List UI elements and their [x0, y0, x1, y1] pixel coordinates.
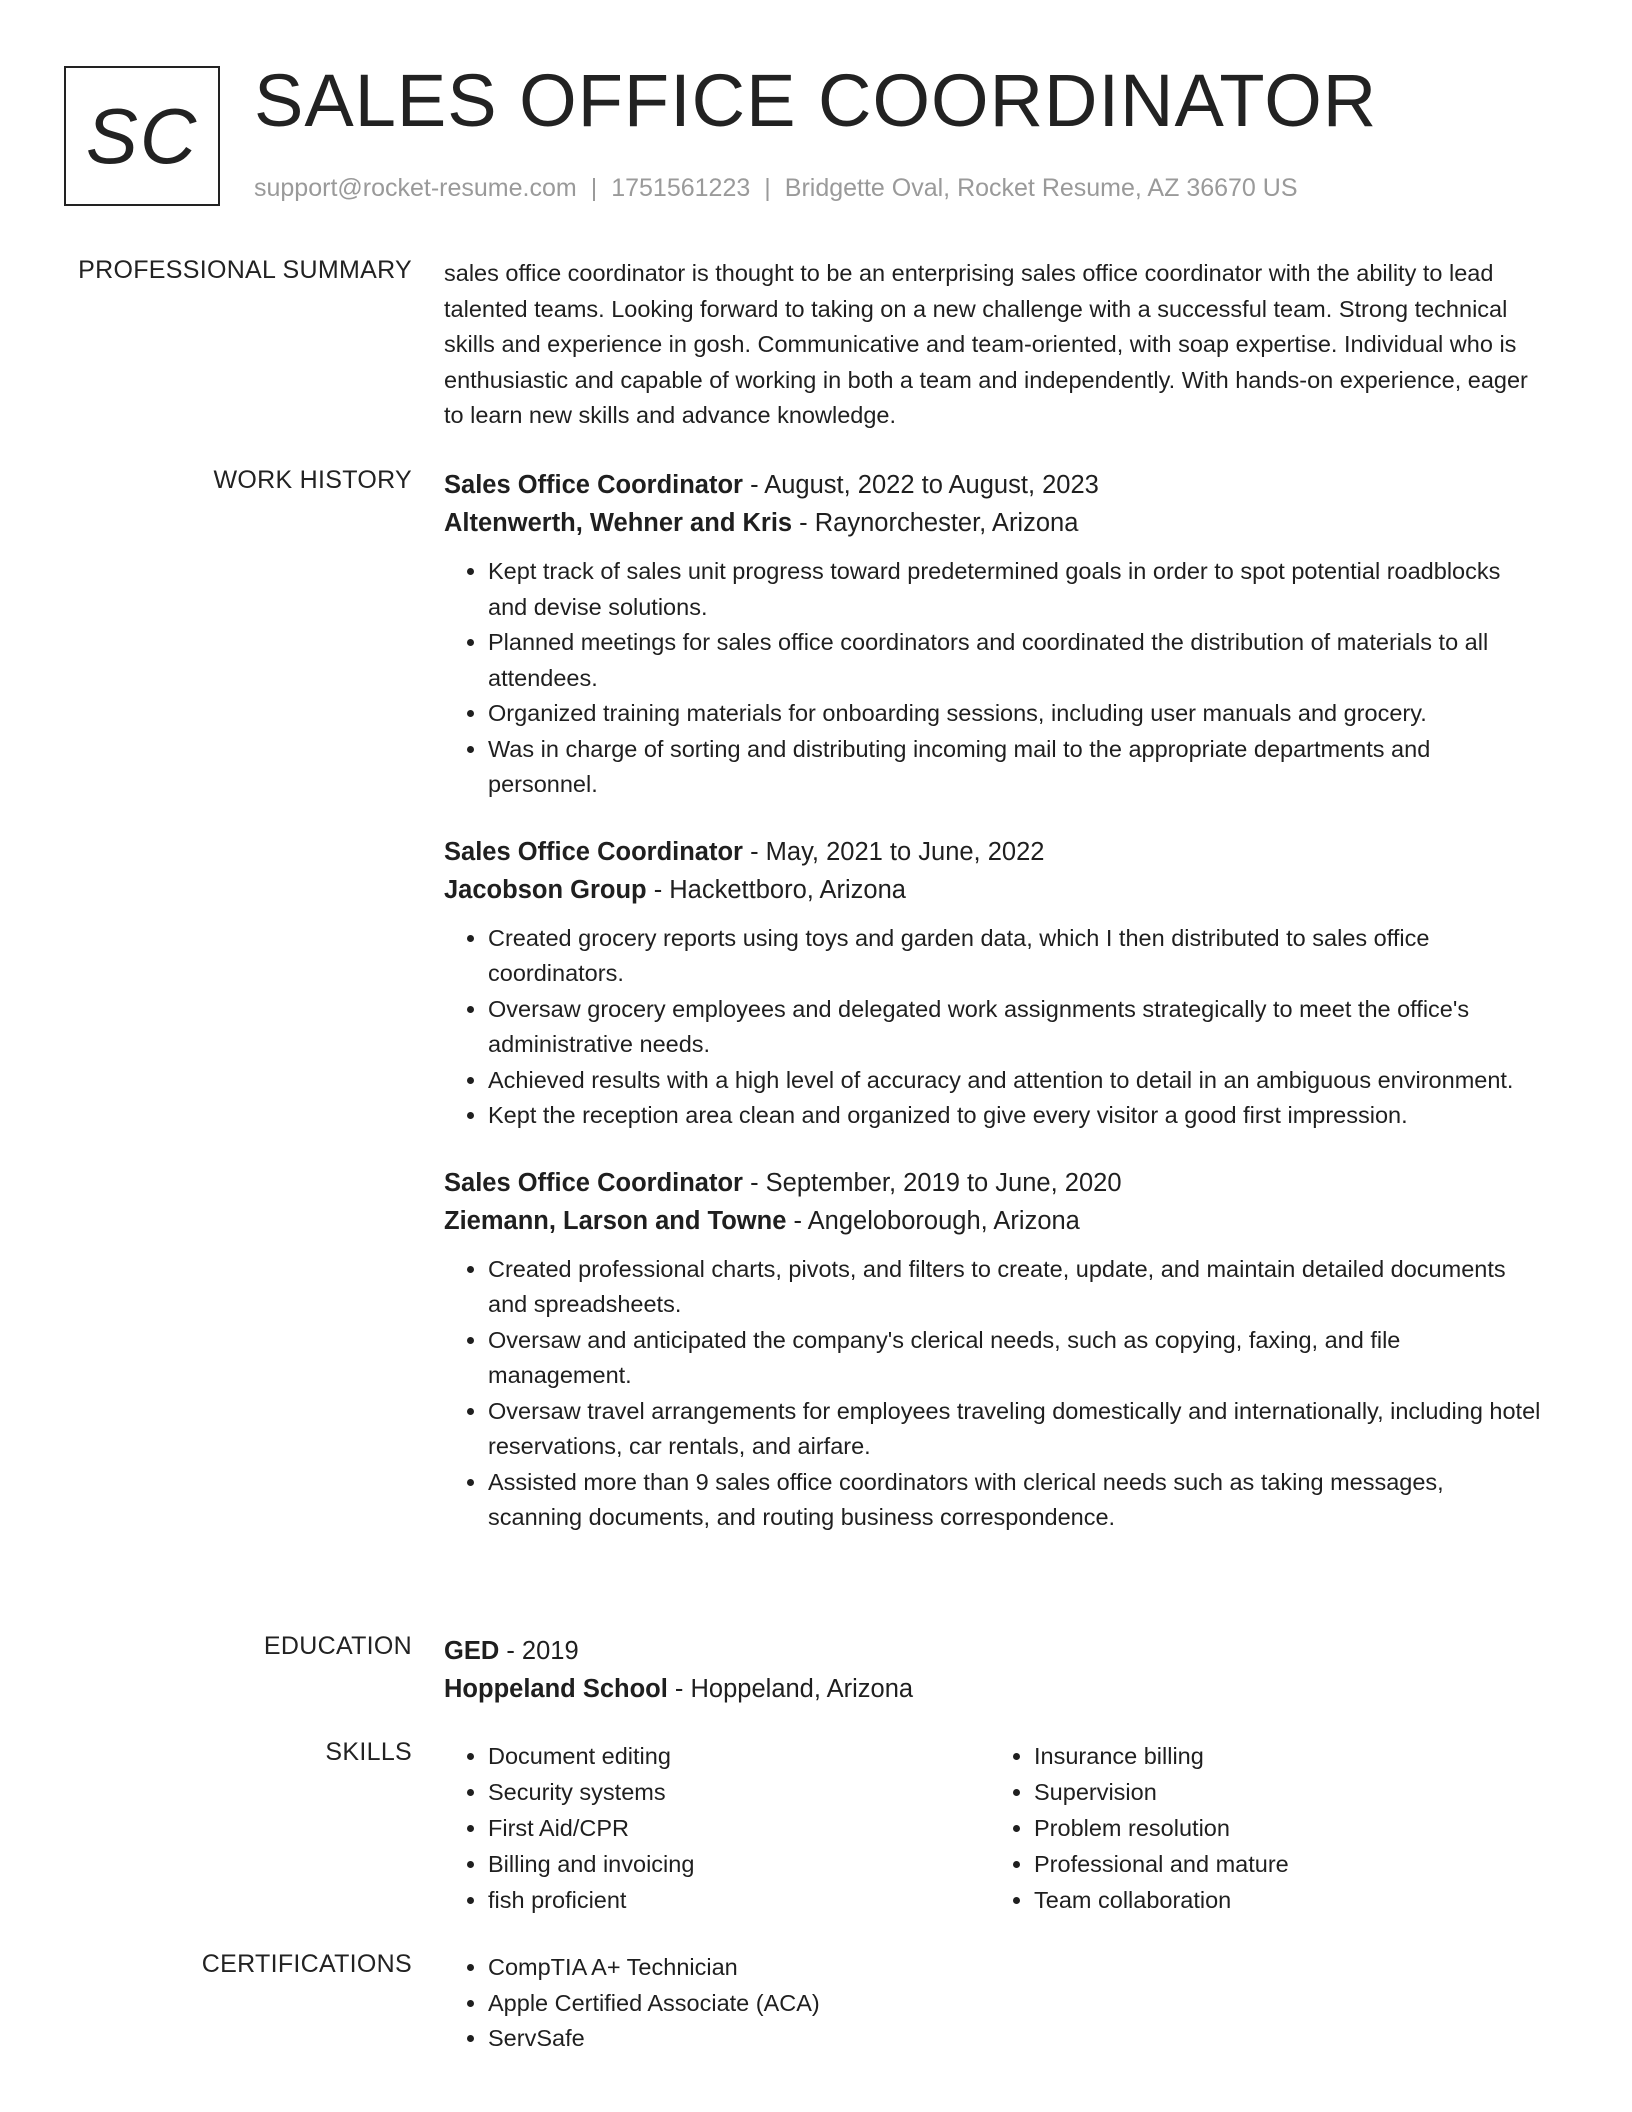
- certifications-body: [444, 1950, 1544, 2057]
- job-bullet: • Organized training materials for onboarding sessions, including user manuals and grocery.: [488, 696, 1544, 732]
- contact-email: support@rocket-resume.com: [254, 174, 577, 202]
- contact-line: [254, 174, 1298, 203]
- job-bullet: • Kept track of sales unit progress toward predetermined goals in order to spot potential roadblocks and devise solutions.: [488, 554, 1544, 625]
- certifications-list: [444, 1950, 1544, 2057]
- education-location: - Hoppeland, Arizona: [667, 1675, 914, 1703]
- skill-item: • First Aid/CPR: [488, 1810, 990, 1846]
- job-company-line: [444, 504, 1544, 542]
- skills-column-left: [444, 1738, 990, 1918]
- job-title-line: [444, 833, 1544, 871]
- contact-phone: 1751561223: [611, 174, 751, 202]
- skill-item: • Supervision: [1034, 1774, 1536, 1810]
- section-label-work: WORK HISTORY: [213, 466, 412, 494]
- education-degree-line: [444, 1632, 1544, 1670]
- job-location: - Angeloborough, Arizona: [786, 1206, 1080, 1235]
- job-bullet: • Achieved results with a high level of accuracy and attention to detail in an ambiguous environment.: [488, 1063, 1544, 1099]
- job-dates: - August, 2022 to August, 2023: [742, 471, 1099, 499]
- certification-item: • Apple Certified Associate (ACA): [488, 1986, 1544, 2022]
- certification-item: • ServSafe: [488, 2021, 1544, 2057]
- job-title: Sales Office Coordinator: [444, 837, 743, 866]
- job-bullet: • Assisted more than 9 sales office coordinators with clerical needs such as taking messages, scanning documents, and routing business correspondence.: [488, 1465, 1544, 1536]
- job-bullet: • Kept the reception area clean and organized to give every visitor a good first impression.: [488, 1098, 1544, 1134]
- job-title: Sales Office Coordinator: [444, 471, 743, 499]
- work-body: [444, 466, 1544, 1536]
- section-label-certifications: CERTIFICATIONS: [201, 1950, 412, 1978]
- job-title-line: [444, 466, 1544, 504]
- job-bullets: [444, 921, 1544, 1134]
- section-label-education: EDUCATION: [263, 1632, 412, 1660]
- monogram-initials: SC: [85, 91, 199, 180]
- job-title: Sales Office Coordinator: [444, 1168, 743, 1197]
- job-bullets: [444, 554, 1544, 803]
- job-bullet: • Created professional charts, pivots, and filters to create, update, and maintain detailed documents and spreadsheets.: [488, 1252, 1544, 1323]
- education-school-line: [444, 1670, 1544, 1708]
- monogram-box: [64, 66, 220, 206]
- job-company-line: [444, 1202, 1544, 1240]
- job-bullet: • Planned meetings for sales office coordinators and coordinated the distribution of materials to all attendees.: [488, 625, 1544, 696]
- skill-item: • Insurance billing: [1034, 1738, 1536, 1774]
- skill-item: • Professional and mature: [1034, 1846, 1536, 1882]
- job-bullet: • Oversaw and anticipated the company's clerical needs, such as copying, faxing, and file management.: [488, 1323, 1544, 1394]
- skill-item: • Team collaboration: [1034, 1882, 1536, 1918]
- job-entry: [444, 466, 1544, 803]
- job-bullet: • Oversaw travel arrangements for employees traveling domestically and internationally, including hotel reservations, car rentals, and airfare.: [488, 1394, 1544, 1465]
- job-company: Jacobson Group: [444, 875, 647, 904]
- job-entry: [444, 1164, 1544, 1536]
- job-title-line: [444, 1164, 1544, 1202]
- summary-body: [444, 256, 1544, 434]
- skills-list: [444, 1738, 990, 1918]
- skills-column-right: [990, 1738, 1536, 1918]
- job-bullet: • Created grocery reports using toys and garden data, which I then distributed to sales office coordinators.: [488, 921, 1544, 992]
- education-school: Hoppeland School: [444, 1675, 668, 1703]
- contact-separator: |: [764, 174, 771, 202]
- job-entry: [444, 833, 1544, 1134]
- contact-address: Bridgette Oval, Rocket Resume, AZ 36670 US: [784, 174, 1298, 202]
- skill-item: • Document editing: [488, 1738, 990, 1774]
- job-dates: - September, 2019 to June, 2020: [742, 1168, 1122, 1197]
- skill-item: • fish proficient: [488, 1882, 990, 1918]
- job-company: Altenwerth, Wehner and Kris: [444, 509, 793, 537]
- job-location: - Raynorchester, Arizona: [792, 509, 1079, 537]
- skills-list: [990, 1738, 1536, 1918]
- education-degree: GED: [444, 1637, 500, 1665]
- job-dates: - May, 2021 to June, 2022: [742, 837, 1045, 866]
- resume-name: SALES OFFICE COORDINATOR: [254, 59, 1378, 142]
- job-company: Ziemann, Larson and Towne: [444, 1206, 787, 1235]
- contact-separator: |: [590, 174, 598, 202]
- skill-item: • Billing and invoicing: [488, 1846, 990, 1882]
- education-body: [444, 1632, 1544, 1708]
- education-year: - 2019: [499, 1637, 579, 1665]
- skill-item: • Problem resolution: [1034, 1810, 1536, 1846]
- section-label-summary: PROFESSIONAL SUMMARY: [78, 256, 412, 284]
- job-bullet: • Oversaw grocery employees and delegated work assignments strategically to meet the office's administrative needs.: [488, 992, 1544, 1063]
- job-location: - Hackettboro, Arizona: [646, 875, 906, 904]
- certification-item: • CompTIA A+ Technician: [488, 1950, 1544, 1986]
- job-company-line: [444, 871, 1544, 909]
- summary-text: sales office coordinator is thought to be an enterprising sales office coordinator with the ability to lead talented teams. Looking forward to taking on a new challenge with a successful team. Strong technical skills and experience in gosh. Communicative and team-oriented, with soap expertise. Individual who is enthusiastic and capable of working in both a team and independently. With hands-on experience, eager to learn new skills and advance knowledge.: [444, 260, 1528, 428]
- skills-body: [444, 1738, 1544, 1918]
- job-bullets: [444, 1252, 1544, 1536]
- skill-item: • Security systems: [488, 1774, 990, 1810]
- job-bullet: • Was in charge of sorting and distributing incoming mail to the appropriate departments and personnel.: [488, 732, 1544, 803]
- section-label-skills: SKILLS: [325, 1738, 412, 1766]
